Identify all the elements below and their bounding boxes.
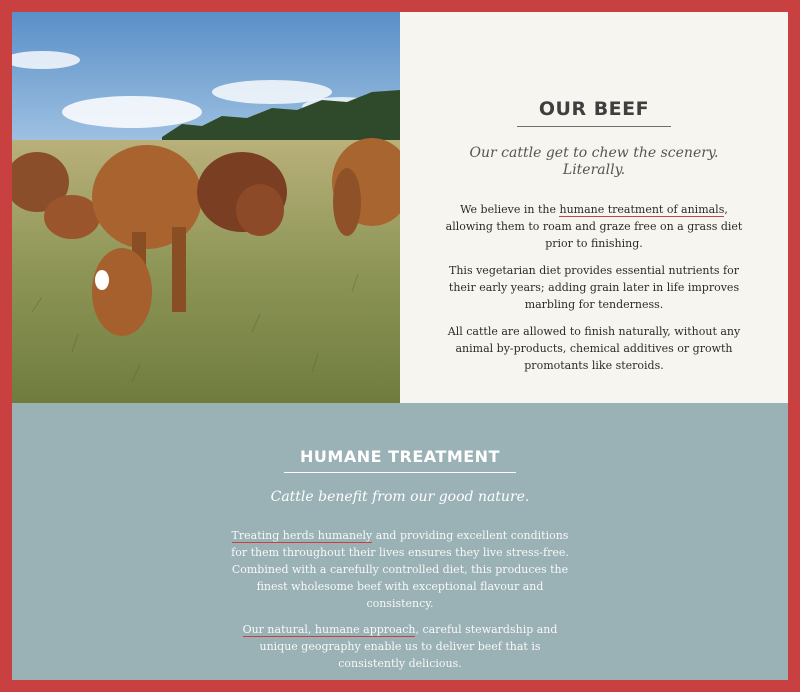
humane-treatment-tagline: Cattle benefit from our good nature. — [270, 489, 530, 505]
para-text: and providing excellent conditions for them throughout their lives ensures they live stress-free. Combined with a carefully controlled diet, this produces the finest wholesome beef with exceptional flavour and consistency. — [231, 529, 569, 610]
para-text: , careful stewardship and unique geography enable us to deliver beef that is consistently delicious. — [259, 623, 558, 670]
para-text: , allowing them to roam and graze free on a grass diet prior to finishing. — [445, 203, 743, 250]
humane-paragraph-1 — [225, 527, 575, 612]
our-beef-paragraph-1 — [444, 201, 744, 252]
our-beef-paragraph-3: All cattle are allowed to finish naturally, without any animal by-products, chemical additives or growth promotants like steroids. — [447, 325, 741, 372]
humane-paragraph-2 — [225, 621, 575, 672]
natural-approach-link[interactable]: Our natural, humane approach — [242, 623, 416, 636]
our-beef-panel — [400, 12, 788, 403]
cattle-photo — [12, 12, 400, 403]
our-beef-heading: OUR BEEF — [517, 98, 671, 127]
para-text: We believe in the — [460, 203, 560, 216]
our-beef-tagline: Our cattle get to chew the scenery. Literally. — [469, 145, 719, 178]
humane-treatment-link[interactable]: humane treatment of animals — [559, 203, 725, 216]
page-frame — [12, 12, 788, 680]
humane-treatment-section — [12, 403, 788, 680]
our-beef-paragraph-2: This vegetarian diet provides essential nutrients for their early years; adding grain later in life improves marbling for tenderness. — [448, 264, 740, 311]
humane-treatment-heading: HUMANE TREATMENT — [284, 447, 516, 473]
our-beef-section — [12, 12, 788, 403]
treating-herds-link[interactable]: Treating herds humanely — [231, 529, 373, 542]
